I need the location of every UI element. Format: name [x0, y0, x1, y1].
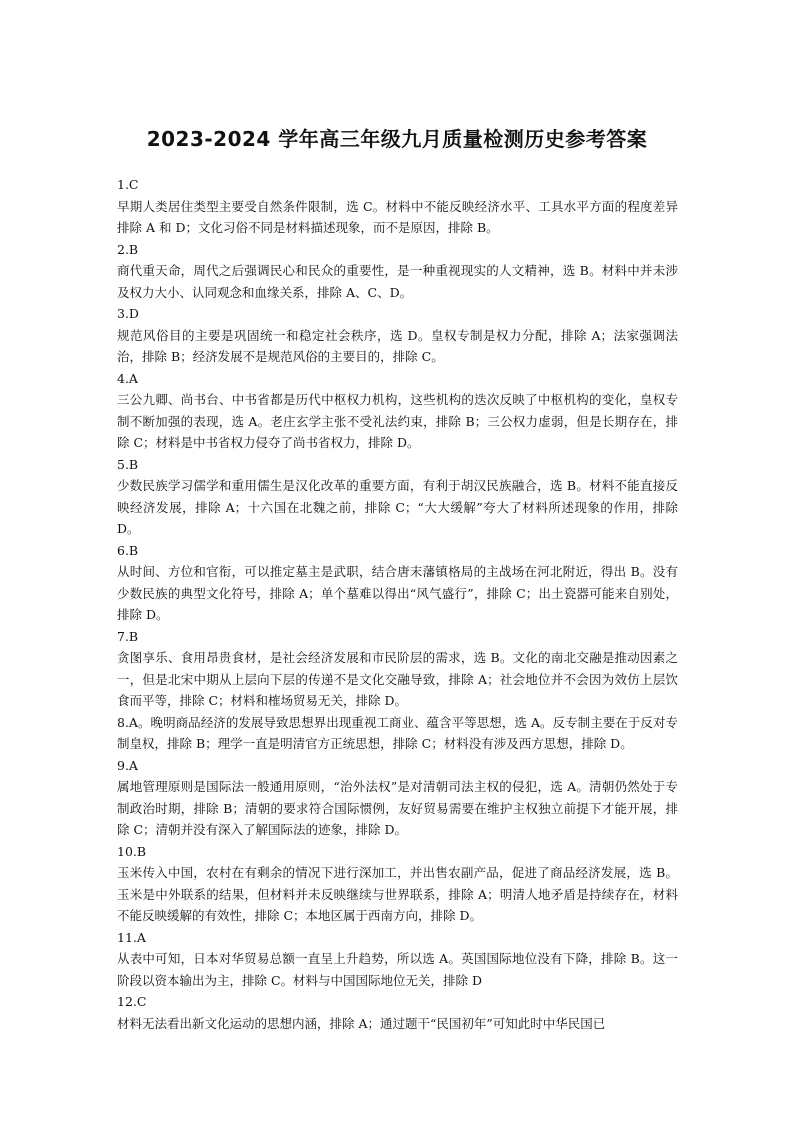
- answer-item: [117, 712, 678, 755]
- answer-item: [117, 991, 678, 1034]
- answer-item: [117, 927, 678, 992]
- answer-key: 5.B: [117, 456, 139, 472]
- answer-key: 10.B: [117, 843, 147, 859]
- answer-explanation: 早期人类居住类型主要受自然条件限制，选 C。材料中不能反映经济水平、工具水平方面的程度差异排除 A 和 D；文化习俗不同是材料描述现象，而不是原因，排除 B。: [117, 198, 678, 235]
- answer-item: [117, 368, 678, 454]
- answer-explanation: 玉米传入中国，农村在有剩余的情况下进行深加工，并出售农副产品，促进了商品经济发展，选 B。玉米是中外联系的结果，但材料并未反映继续与世界联系，排除 A；明清人地矛盾是持续存在，材料不能反映缓解的有效性，排除 C；本地区属于西南方向，排除 D。: [117, 865, 678, 923]
- answer-explanation: 从时间、方位和官衔，可以推定墓主是武职，结合唐末藩镇格局的主战场在河北附近，得出 B。没有少数民族的典型文化符号，排除 A；单个墓难以得出“风气盛行”，排除 C；出土瓷器可能来自别处，排除 D。: [117, 564, 678, 622]
- answer-key: 3.D: [117, 306, 139, 321]
- answer-item: [117, 755, 678, 841]
- answer-key: 7.B: [117, 628, 139, 644]
- answer-explanation: 贪图享乐、食用昂贵食材，是社会经济发展和市民阶层的需求，选 B。文化的南北交融是推动因素之一，但是北宋中期从上层向下层的传递不是文化交融导致，排除 A；社会地位并不会因为效仿上层饮食而平等，排除 C；材料和榷场贸易无关，排除 D。: [117, 650, 678, 708]
- answer-key: 11.A: [117, 929, 146, 945]
- answer-item: [117, 239, 678, 304]
- answer-explanation: 8.A。晚明商品经济的发展导致思想界出现重视工商业、蕴含平等思想，选 A。反专制主要在于反对专制皇权，排除 B；理学一直是明清官方正统思想，排除 C；材料没有涉及西方思想，排除 D。: [117, 714, 678, 751]
- answer-item: [117, 174, 678, 239]
- answer-key: 12.C: [117, 994, 147, 1009]
- document-title: 2023-2024 学年高三年级九月质量检测历史参考答案: [146, 127, 648, 151]
- answer-list: [117, 174, 678, 1034]
- answer-explanation: 材料无法看出新文化运动的思想内涵，排除 A；通过题干“民国初年”可知此时中华民国已: [117, 1015, 606, 1031]
- answer-key: 4.A: [117, 370, 138, 386]
- answer-explanation: 三公九卿、尚书台、中书省都是历代中枢权力机构，这些机构的迭次反映了中枢机构的变化，皇权专制不断加强的表现，选 A。老庄玄学主张不受礼法约束，排除 B；三公权力虚弱，但是长期存在，排除 C；材料是中书省权力侵夺了尚书省权力，排除 D。: [117, 392, 678, 450]
- answer-key: 6.B: [117, 542, 139, 558]
- answer-item: [117, 540, 678, 626]
- answer-explanation: 从表中可知，日本对华贸易总额一直呈上升趋势，所以选 A。英国国际地位没有下降，排除 B。这一阶段以资本输出为主，排除 C。材料与中国国际地位无关，排除 D: [117, 951, 678, 988]
- answer-explanation: 属地管理原则是国际法一般通用原则，“治外法权”是对清朝司法主权的侵犯，选 A。清朝仍然处于专制政治时期，排除 B；清朝的要求符合国际惯例，友好贸易需要在维护主权独立前提下才能开展，排除 C；清朝并没有深入了解国际法的迹象，排除 D。: [117, 779, 678, 837]
- answer-explanation: 少数民族学习儒学和重用儒生是汉化改革的重要方面，有利于胡汉民族融合，选 B。材料不能直接反映经济发展，排除 A；十六国在北魏之前，排除 C；“大大缓解”夸大了材料所述现象的作用，排除 D。: [117, 478, 678, 536]
- answer-item: [117, 303, 678, 368]
- answer-key: 9.A: [117, 757, 138, 773]
- answer-item: [117, 626, 678, 712]
- answer-item: [117, 454, 678, 540]
- answer-explanation: 商代重天命，周代之后强调民心和民众的重要性，是一种重视现实的人文精神，选 B。材料中并未涉及权力大小、认同观念和血缘关系，排除 A、C、D。: [117, 263, 678, 300]
- answer-key: 1.C: [117, 177, 139, 192]
- answer-item: [117, 841, 678, 927]
- answer-key: 2.B: [117, 241, 139, 257]
- answer-explanation: 规范风俗目的主要是巩固统一和稳定社会秩序，选 D。皇权专制是权力分配，排除 A；法家强调法治，排除 B；经济发展不是规范风俗的主要目的，排除 C。: [117, 327, 678, 364]
